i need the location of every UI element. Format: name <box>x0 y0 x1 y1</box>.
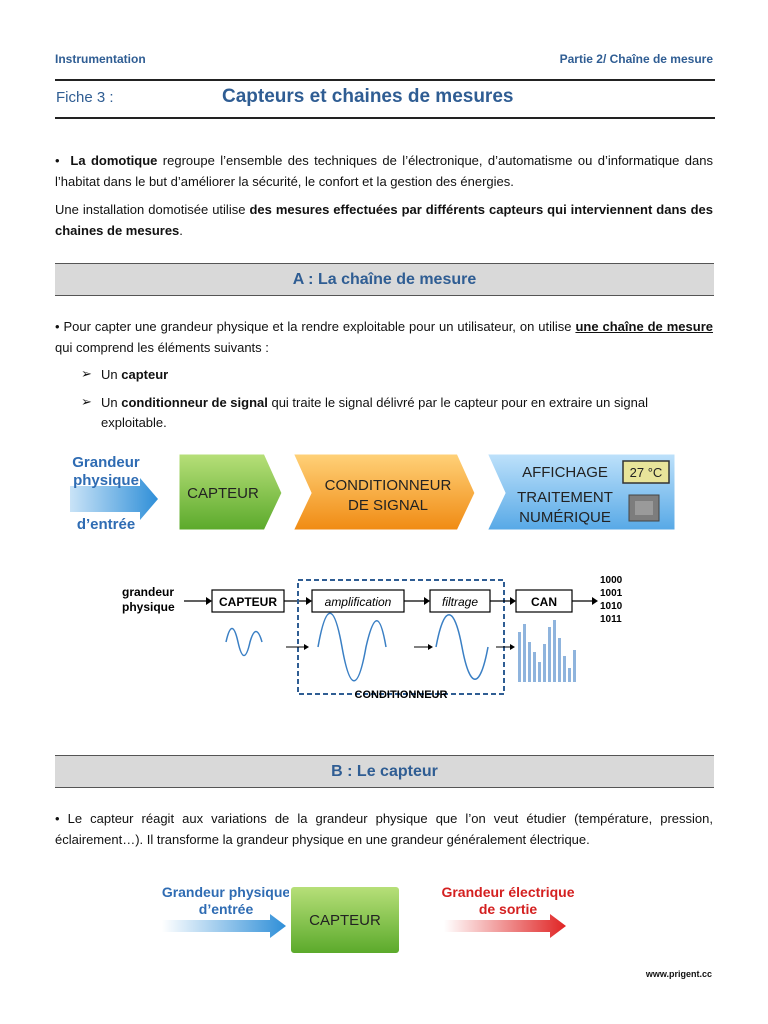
binary-code: 1001 <box>600 588 623 599</box>
header-right: Partie 2/ Chaîne de mesure <box>559 52 713 66</box>
can-label: CAN <box>531 595 557 609</box>
title-rule-bottom <box>55 117 715 119</box>
page-title: Capteurs et chaines de mesures <box>222 86 514 107</box>
fiche-label: Fiche 3 : <box>56 89 114 106</box>
filtered-wave-icon <box>436 615 488 680</box>
conditionneur-box-label-1: CONDITIONNEUR <box>324 477 452 494</box>
binary-code: 1000 <box>600 575 623 586</box>
amplification-label: amplification <box>324 595 392 609</box>
capteur-block-label: CAPTEUR <box>218 595 278 609</box>
section-b-paragraph: • Le capteur réagit aux variations de la grandeur physique que l’on veut étudier (température, pression, éclairement…). Il transforme la grandeur physique en une grandeur généralement électrique. <box>55 811 713 847</box>
header-left: Instrumentation <box>55 52 146 66</box>
output-quantity-label-1: Grandeur électrique <box>441 884 575 900</box>
traitement-label: TRAITEMENT <box>517 489 613 506</box>
conditionneur-box-label-2: DE SIGNAL <box>347 497 429 514</box>
intro-paragraph-1: • La domotique regroupe l’ensemble des techniques de l’électronique, d’automatisme ou d’informatique dans l’habitat dans le but d’améliorer la sécurité, le confort et la gestion des énergies. <box>55 153 713 189</box>
measurement-chain-diagram <box>70 445 690 540</box>
input-label-2: physique <box>73 472 139 489</box>
block-diagram <box>118 572 638 704</box>
footer-site: www.prigent.cc <box>645 969 712 979</box>
filtrage-label: filtrage <box>441 595 479 609</box>
affichage-label: AFFICHAGE <box>522 464 608 481</box>
list-item: Un conditionneur de signal qui traite le signal délivré par le capteur pour en extraire un signal exploitable. <box>101 395 648 430</box>
title-rule-top <box>55 79 715 81</box>
arrow-bullet-icon: ➢ <box>81 366 92 381</box>
sampled-signal-icon <box>518 620 576 682</box>
output-quantity-label-2: de sortie <box>478 901 538 917</box>
section-a-paragraph: • Pour capter une grandeur physique et la rendre exploitable pour un utilisateur, on utilise une chaîne de mesure qui comprend les éléments suivants : <box>55 319 713 355</box>
output-arrow-icon <box>444 914 566 938</box>
grandeur-label: grandeur <box>122 585 175 599</box>
input-label-3: d’entrée <box>76 516 136 533</box>
input-quantity-label-2: d’entrée <box>198 901 254 917</box>
intro-paragraph-2: Une installation domotisée utilise des mesures effectuées par différents capteurs qui interviennent dans des chaines de mesures. <box>55 202 713 238</box>
binary-code: 1011 <box>600 614 622 625</box>
section-b-heading: B : Le capteur <box>55 755 714 788</box>
arrow-bullet-icon: ➢ <box>81 394 92 409</box>
capteur-box-label: CAPTEUR <box>187 485 259 502</box>
amplified-wave-icon <box>318 613 386 681</box>
temperature-display-value: 27 °C <box>629 465 663 480</box>
list-item: Un capteur <box>101 367 169 382</box>
numerique-label: NUMÉRIQUE <box>519 509 611 526</box>
binary-code: 1010 <box>600 601 623 612</box>
section-a-heading: A : La chaîne de mesure <box>55 263 714 296</box>
input-label-1: Grandeur <box>72 454 140 471</box>
capteur-box-label: CAPTEUR <box>309 912 381 929</box>
small-wave-icon <box>226 629 262 656</box>
conditionneur-label: CONDITIONNEUR <box>354 689 448 701</box>
input-arrow-icon <box>162 914 286 938</box>
physique-label: physique <box>122 600 175 614</box>
input-quantity-label-1: Grandeur physique <box>161 884 291 900</box>
capteur-diagram <box>160 878 580 958</box>
